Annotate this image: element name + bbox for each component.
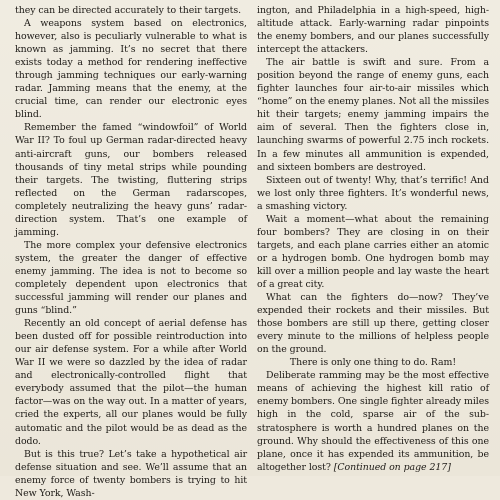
last-paragraph — [257, 369, 489, 473]
paragraph: What can the fighters do—now? They’ve expended their rockets and their missiles. But those bombers are still up there, getting closer every minute to the millions of helpless people on the ground. — [257, 292, 489, 356]
paragraph: Sixteen out of twenty! Why, that’s terrific! And we lost only three fighters. It’s wonderful news, a smashing victory. — [257, 174, 489, 212]
left-column — [15, 4, 247, 500]
paragraph: Wait a moment—what about the remaining four bombers? They are closing in on their targets, and each plane carries either an atomic or a hydrogen bomb. One hydrogen bomb may kill over a million people and lay waste the heart of a great city. — [257, 213, 489, 290]
paragraph-text: Deliberate ramming may be the most effective means of achieving the highest kill ratio of enemy bombers. One single fighter already miles high in the cold, sparse air of the sub-stratosphere is worth a hundred planes on the ground. Why should the effectiveness of this one plane, once it has expended its ammunition, be altogether lost? — [257, 370, 489, 473]
paragraph: Remember the famed “windowfoil” of World War II? To foul up German radar-directed heavy anti-aircraft guns, our bombers released thousands of tiny metal strips while pounding their targets. The twisting, fluttering strips reflected on the German radarscopes, completely neutralizing the heavy guns’ radar-direction system. That’s one example of jamming. — [15, 122, 247, 238]
paragraph: The more complex your defensive electronics system, the greater the danger of effective enemy jamming. The idea is not to become so completely dependent upon electronics that successful jamming will render our planes and guns “blind.” — [15, 239, 247, 317]
paragraph: ington, and Philadelphia in a high-speed, high-altitude attack. Early-warning radar pinpoints the enemy bombers, and our planes successfully intercept the attackers. — [257, 5, 489, 56]
paragraph: The air battle is swift and sure. From a position beyond the range of enemy guns, each fighter launches four air-to-air missiles which “home” on the enemy planes. Not all the missiles hit their targets; enemy jamming impairs the aim of several. Then the fighters close in, launching swarms of powerful 2.75 inch rockets. In a few minutes all ammunition is expended, and sixteen bombers are destroyed. — [257, 57, 489, 173]
paragraph: There is only one thing to do. Ram! — [289, 357, 457, 369]
paragraph: A weapons system based on electronics, however, also is peculiarly vulnerable to what is known as jamming. It’s no secret that there exists today a method for rendering ineffective through jamming techniques our early-warning radar. Jamming means that the enemy, at the crucial time, can render our electronic eyes blind. — [15, 18, 247, 121]
right-column — [257, 4, 489, 500]
paragraph: they can be directed accurately to their targets. — [15, 5, 242, 16]
continued-note: [Continued on page 217] — [333, 461, 451, 473]
paragraph: But is this true? Let’s take a hypothetical air defense situation and see. We’ll assume that an enemy force of twenty bombers is trying to hit New York, Wash- — [15, 448, 247, 499]
article-body — [15, 4, 490, 500]
paragraph: Recently an old concept of aerial defense has been dusted off for possible reintroduction into our air defense system. For a while after World War II we were so dazzled by the idea of radar and electronically-controlled flight that everybody assumed that the pilot—the human factor—was on the way out. In a matter of years, cried the experts, all our planes would be fully automatic and the pilot would be as dead as the dodo. — [15, 318, 247, 447]
